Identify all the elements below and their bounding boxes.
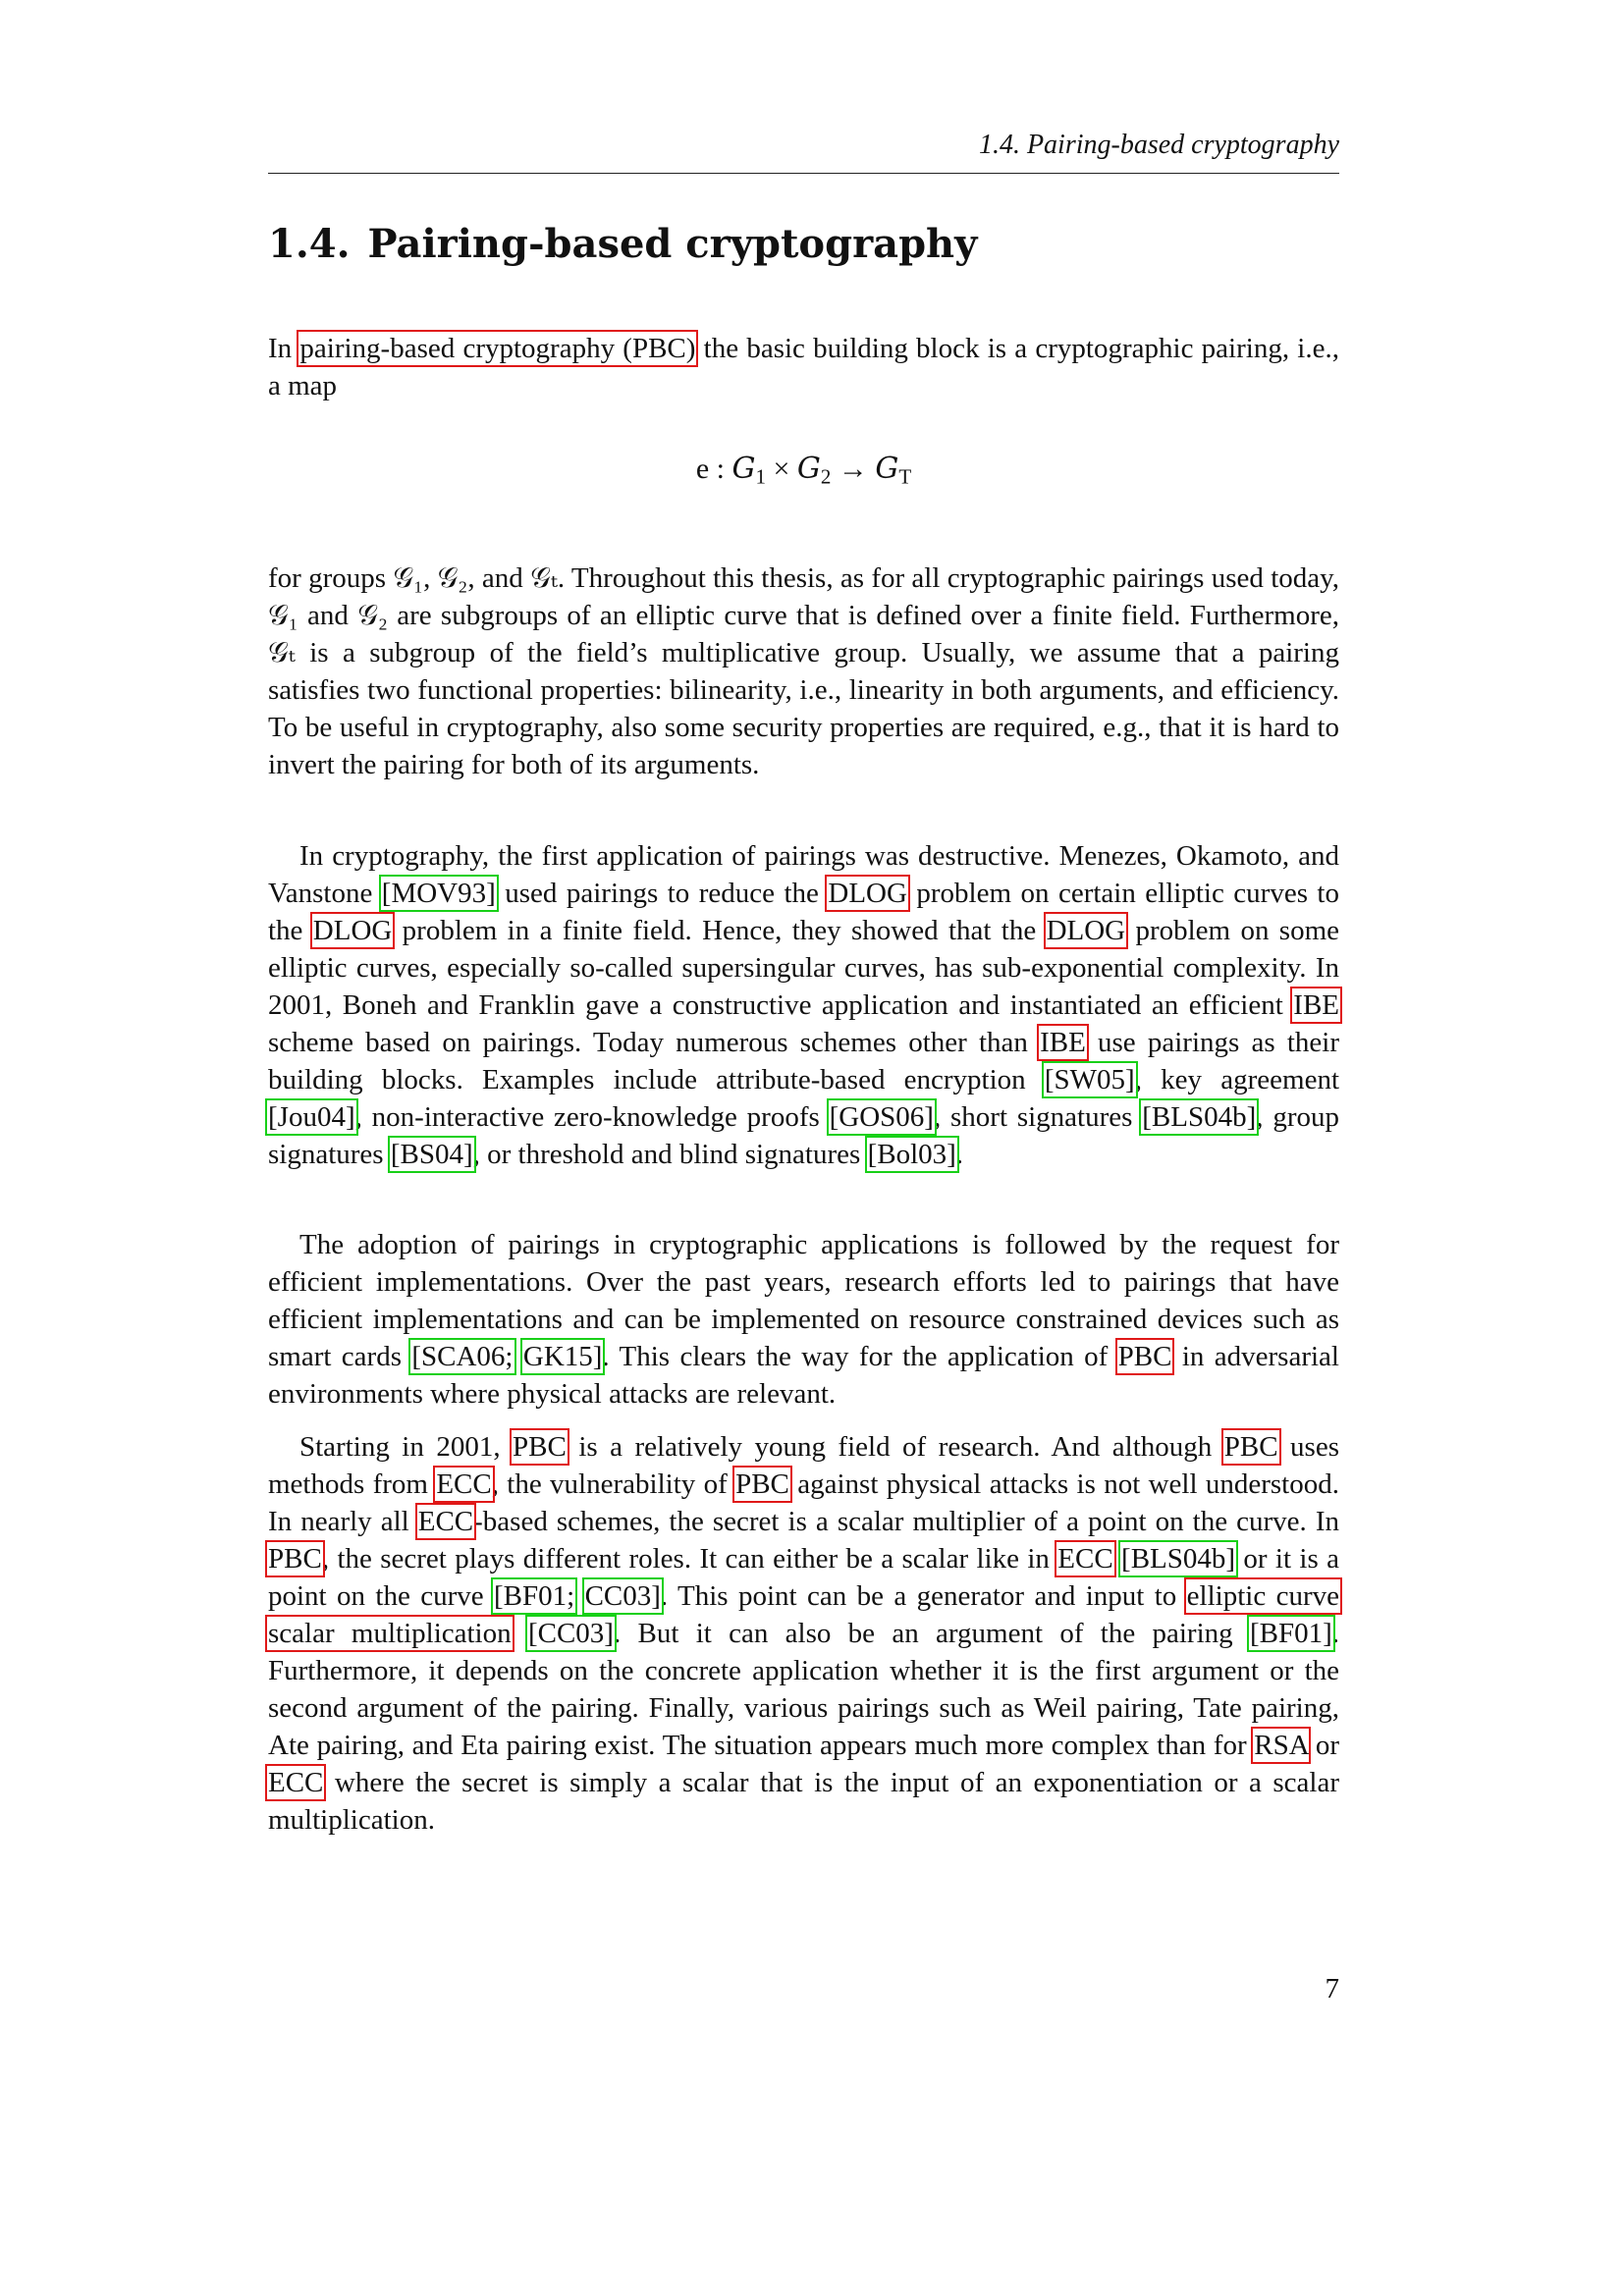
text-run: , group signatures [268, 1101, 1339, 1170]
text-run: . Furthermore, it depends on the concrete application whether it is the first argument or the second argument of the pairing. Finally, various pairings such as Weil pairing, Tate pairing, Ate pairing, and Eta pairing exist. The situation appears much more complex than for [268, 1618, 1340, 1761]
acronym-link-pbc[interactable]: PBC [268, 1543, 322, 1575]
citation-link[interactable]: [SW05] [1044, 1064, 1135, 1095]
acronym-link-pbc[interactable]: PBC [513, 1431, 567, 1463]
text-run: . [955, 1139, 964, 1170]
citation-link[interactable]: [SCA06; [411, 1341, 514, 1372]
acronym-link-ecc[interactable]: ECC [417, 1506, 474, 1537]
text-run: the basic building block is a cryptographic pairing, i.e., a map [268, 333, 1339, 401]
section-number: 1.4. [268, 221, 351, 267]
text-run: uses methods from [268, 1431, 1339, 1500]
paragraph-vulnerability [268, 1428, 1339, 1839]
citation-link[interactable]: [BLS04b] [1121, 1543, 1236, 1575]
acronym-link-pbc[interactable]: PBC [1223, 1431, 1278, 1463]
header-rule [268, 173, 1339, 174]
acronym-link-ecsm[interactable]: elliptic curve scalar multiplication [268, 1580, 1339, 1649]
section-title-text: Pairing-based cryptography [367, 221, 978, 267]
text-run: in adversarial environments where physical attacks are relevant. [268, 1341, 1339, 1410]
acronym-link-ecc[interactable]: ECC [268, 1767, 324, 1798]
group-g1: G [731, 452, 756, 486]
text-run [514, 1341, 523, 1372]
text-run: is a relatively young field of research. And although [566, 1431, 1224, 1463]
text-run: , the secret plays different roles. It can either be a scalar like in [321, 1543, 1058, 1575]
arrow-symbol: → [838, 453, 868, 485]
text-run: The adoption of pairings in cryptographic applications is followed by the request for efficient implementations. Over the past years, research efforts led to pairings that have efficient implementations and can be implemented on resource constrained devices such as smart cards [268, 1229, 1339, 1372]
text-run: In cryptography, the first application of pairings was destructive. Menezes, Okamoto, and Vanstone [268, 840, 1339, 909]
citation-link[interactable]: [BLS04b] [1142, 1101, 1257, 1133]
text-run: scheme based on pairings. Today numerous schemes other than [268, 1027, 1041, 1058]
acronym-link-rsa[interactable]: RSA [1254, 1730, 1309, 1761]
citation-link[interactable]: [BS04] [390, 1139, 473, 1170]
acronym-link-pbc[interactable]: pairing-based cryptography (PBC) [299, 333, 696, 364]
paragraph-intro [268, 330, 1339, 404]
text-run: . But it can also be an argument of the pairing [613, 1618, 1250, 1649]
text-run: problem in a finite field. Hence, they showed that the [392, 915, 1047, 946]
text-run: . This clears the way for the application of [602, 1341, 1118, 1372]
citation-link[interactable]: [MOV93] [381, 878, 496, 909]
times-symbol: × [773, 453, 790, 485]
group-g1-sub: 1 [755, 464, 766, 489]
text-run: where the secret is simply a scalar that is the input of an exponentiation or a scalar multiplication. [268, 1767, 1339, 1836]
acronym-link-pbc[interactable]: PBC [735, 1468, 789, 1500]
acronym-link-dlog[interactable]: DLOG [312, 915, 393, 946]
text-run: against physical attacks is not well understood. In nearly all [268, 1468, 1339, 1537]
text-run [574, 1580, 584, 1612]
text-run [1113, 1543, 1121, 1575]
group-gt: G [875, 452, 899, 486]
acronym-link-ecc[interactable]: ECC [436, 1468, 492, 1500]
paragraph-groups-text: for groups 𝒢₁, 𝒢₂, and 𝒢ₜ. Throughout this thesis, as for all cryptographic pairings used today, 𝒢₁ and 𝒢₂ are subgroups of an elliptic curve that is defined over a finite field. Furthermore, 𝒢ₜ is a subgroup of the field’s multiplicative group. Usually, we assume that a pairing satisfies two functional properties: bilinearity, i.e., linearity in both arguments, and efficiency. To be useful in cryptography, also some security properties are required, e.g., that it is hard to invert the pairing for both of its arguments. [268, 562, 1339, 780]
text-run: , the vulnerability of [491, 1468, 736, 1500]
text-run [512, 1618, 528, 1649]
citation-link[interactable]: [CC03] [527, 1618, 614, 1649]
text-run: . This point can be a generator and input to [660, 1580, 1187, 1612]
acronym-link-dlog[interactable]: DLOG [1046, 915, 1126, 946]
citation-link[interactable]: [BF01; [493, 1580, 575, 1612]
paragraph-groups [268, 560, 1339, 783]
running-header: 1.4. Pairing-based cryptography [978, 130, 1339, 160]
citation-link[interactable]: CC03] [584, 1580, 661, 1612]
acronym-link-ecc[interactable]: ECC [1057, 1543, 1113, 1575]
text-run: problem on some elliptic curves, especially so-called supersingular curves, has sub-exponential complexity. In 2001, Boneh and Franklin gave a constructive application and instantiated an efficient [268, 915, 1340, 1021]
text-run: used pairings to reduce the [495, 878, 829, 909]
acronym-link-ibe[interactable]: IBE [1293, 989, 1339, 1021]
citation-link[interactable]: [GOS06] [829, 1101, 934, 1133]
citation-link[interactable]: GK15] [522, 1341, 603, 1372]
text-run: problem on certain elliptic curves to the [268, 878, 1339, 946]
citation-link[interactable]: [Jou04] [268, 1101, 355, 1133]
citation-link[interactable]: [Bol03] [867, 1139, 956, 1170]
text-run: or [1308, 1730, 1339, 1761]
text-run: or it is a point on the curve [268, 1543, 1339, 1612]
text-run: , short signatures [933, 1101, 1143, 1133]
equation-lhs: e : [695, 453, 725, 485]
acronym-link-dlog[interactable]: DLOG [828, 878, 907, 909]
text-run: , or threshold and blind signatures [472, 1139, 868, 1170]
acronym-link-ibe[interactable]: IBE [1040, 1027, 1086, 1058]
text-run: -based schemes, the secret is a scalar multiplier of a point on the curve. In [473, 1506, 1339, 1537]
text-run: In [268, 333, 300, 364]
acronym-link-pbc[interactable]: PBC [1117, 1341, 1172, 1372]
paragraph-implementations [268, 1226, 1339, 1413]
pairing-equation [268, 452, 1339, 489]
text-run: , key agreement [1134, 1064, 1339, 1095]
group-g2-sub: 2 [820, 464, 832, 489]
text-run: Starting in 2001, [299, 1431, 514, 1463]
paragraph-applications [268, 837, 1339, 1173]
group-g2: G [796, 452, 821, 486]
section-title [268, 221, 977, 267]
text-run: , non-interactive zero-knowledge proofs [354, 1101, 830, 1133]
text-run: use pairings as their building blocks. Examples include attribute-based encryption [268, 1027, 1339, 1095]
group-gt-sub: T [898, 464, 912, 489]
citation-link[interactable]: [BF01] [1249, 1618, 1332, 1649]
page-number: 7 [1325, 1973, 1339, 2004]
